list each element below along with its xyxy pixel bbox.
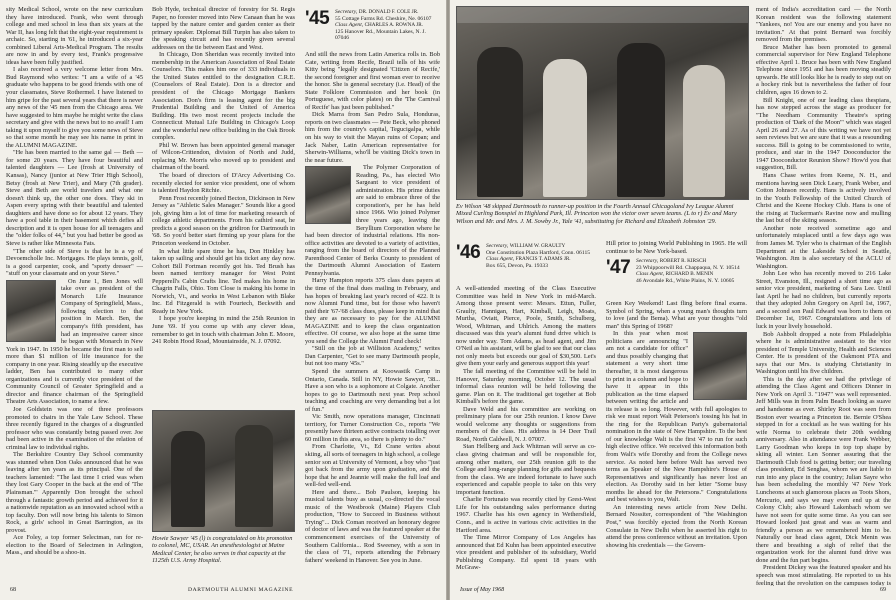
paragraph: In what little spare time he has, Don Hinkley has taken up sailing and should get his ticket any day now. Cohort Bill Fortman recently got his. Ted Brush has been named territory manager for West Point Pepperell's Cabin Crafts line. Ted makes his home in Chagrin Falls, Ohio. Tom Close is making his home in Norwich, Vt., and works in West Lebanon with Blake Inc. Ed Fitzgerald is with Fourtech, Beckwith and Ready in New York. [152, 247, 295, 315]
paragraph: Stan Hellberg and Jack Whitman will serve as co-class giving chairman and will be responsible for, among other matters, our 25th reunion gift to the College and long-range planning for gifts and bequests from the class. We are indeed fortunate to have such experienced and capable people to take on this very important function. [456, 443, 596, 496]
class-heading-47 [606, 257, 747, 297]
issue-date: Issue of May 1968 [460, 587, 505, 593]
agent-name: FRANCIS T. ADAMS JR. [515, 256, 571, 263]
photo-figure [477, 47, 523, 197]
secretary-label: Secretary, [335, 9, 358, 15]
class-officers [335, 9, 440, 42]
paragraph: In this year when most politicians are announcing "I am not a candidate for office" and thus possibly changing that statement a very short time thereafter, it is most dangerous to print in a column and hope to have it appear in this publication as the time elapsed between writing the article and its release is so long. However, with full apologies to risk we must report Walt Peterson's tossing his hat in the ring for the Republican Party's gubernatorial nomination in the state of New Hampshire. To the best of our knowledge Walt is the first '47 to run for such high elective office. We received this information both from Walt's wife Dorothy and from the College news service. As noted here before Walt has served two terms as Speaker of the New Hampshire's House of Representatives and significantly has never lost an election. As Dorothy said in her letter "Some busy months lie ahead for the Petersons." Congratulations and best wishes to you, Walt. [606, 330, 747, 504]
paragraph: Penn Frost recently joined Becton, Dickinson in New Jersey as "Athletic Sales Manager." Sounds like a good job, giving him a lot of time for marketing research of college athletic departments. From his cathird seat, he predicts a good season on the gridiron for Dartmouth in '68. So you'd better start firming up your plans for the Princeton weekend in October. [152, 194, 295, 247]
photo-howie-sawyer [152, 410, 295, 532]
agent-name: CHARLES A. ROWNA JR. [364, 22, 423, 29]
paragraph: Dick Marra from San Pedro Sula, Honduras, reports on two classmates — Pete Beck, who phoned him from the country's capital, Tegucigalpa, while on his way to visit the Mayan ruins of Copan; and Jack Naber, Latin American representative for Sherwin-Williams, who'll be visiting Dick's town in the near future. [305, 111, 440, 164]
column-6 [756, 6, 891, 586]
paragraph: sity Medical School, wrote on the new curriculum they have introduced. Frank, who went through college and med school in less than six years at the War II, has long felt that the eight-year requirement is archaic. So, starting in '61, he introduced a six-year combined Liberal Arts-Medical Program. The results are now in and by every test, Frank's progressive ideas have been fully justified. [6, 6, 143, 66]
photo-figure [617, 43, 665, 197]
photo-figure [235, 425, 273, 527]
paragraph: This is the day after we had the privilege of attending the Class Agent and Officers Dinner in New York on April 3. "1947" was well represented. Jeff Mills was in from Palm Beach looking as suave and handsome as ever. Shirley Root was seen from Boston ever wearing a Princeton tie. Bernie O'Shea stepped in for a cocktail as he was waiting for his wife Norma to celebrate their 20th wedding anniversary. Also in attendance were Frank Webber, Larry Goodman who keeps in top top shape by skiing all winter. Len Sonner assuring that the Dartmouth Club food is getting better; our traveling class president, Ed Senghas, whom we are liable to run into any place in the country; Julian Sayre who has been scheduling the monthly '47 New York Luncheons at such glamorous places as Toots Shors, Mercurio, and says we may even end up at the Colony Club; also Howard Lakenbach whom we have not seen for quite some time. As you can see Howard looked just great and was as warm and friendly a person as we remembered him to be. Naturally our head class agent, Dick Menin was there and breathing a sigh of relief that the organization work for the alumni fund drive was done and the fun part begins. [756, 375, 891, 564]
page-number: 68 [10, 587, 16, 593]
portrait-photo [6, 280, 56, 342]
class-heading-46 [456, 242, 596, 282]
column-2-text [152, 6, 295, 404]
paragraph: Here and there... Bob Paulson, keeping his musical talents busy as usual, co-directed the vocal music of the Westbrook (Maine) Players Club production, "How to Succeed in Business without Trying"... Dick Coman received an honorary degree of doctor of laws and was the featured speaker at the commencement exercises of the University of Southern California... Rod Sweeney, with a son in the class of '71, reports attending the February fathers' weekend in Hanover. See you in June. [305, 488, 440, 564]
paragraph: I also received a very welcome letter from Mrs. Bud Raymond who writes: "I am a wife of a '45 graduate who happens to be good friends with one of your classmates, Steve Rothermel. I have listened to him gripe for the past several years that there is never any news of the '45 men from the Chicago area. We have suggested to him maybe he might write the class secretary and give with the news but to no avail! I am taking it upon myself to give you some news of Steve so that some month he may see his name in print in the ALUMNI MAGAZINE. [6, 66, 143, 149]
paragraph: The Polymer Corporation of Reading, Pa., has elected Wio Sargeant to vice president of administration. His prime duties are said to embrace three of the corporation's, per he has held since 1966. Wio joined Polymer three years ago, leaving the Beryllium Corporation where he had been director of industrial relations. His non-office activities are devoted to a variety of activities, ranging from the board of directors of the Planned Parenthood Center of Berks County to president of the Dartmouth Alumni Association of Eastern Pennsylvania. [305, 164, 440, 277]
secretary-name: ROBERT R. KIRSCH [659, 258, 707, 265]
agent-name: RICHARD B. MENIN [665, 271, 714, 278]
agent-address: Box 655, Devon, Pa. 19333 [486, 262, 548, 269]
paragraph: President Dickey was the featured speaker and his speech was most stimulating. He reported to us his feeling that the revolution on the campuses today is [756, 564, 891, 586]
photo-curling-bonspiel [456, 6, 749, 200]
paragraph: ment of India's accreditation card — the North Korean resident was the following statement "Yankees, no! You are our enemy and you have no invitation." At that point Bernard was forcibly removed from the premises. [756, 6, 891, 44]
photo-caption: Ev Wilson '48 skipped Dartmouth to runner-up position in the Fourth Annual Chicagoland Ivy League Alumni Mixed Curling Bonspiel in Highland Park, Ill. Princeton won the victor over seven teams. (L to r) Ev and Mary Wilson and Mr. and Mrs. J. M. Sowby Jr., Yale '41, substituting for Richard and Elizabeth Johnston '29. [456, 203, 737, 225]
secretary-name: WILLIAM W. GRAULTY [509, 243, 566, 249]
column-3 [305, 6, 440, 586]
paragraph: Ace Foley, a top former Selectman, ran for re-election to the Board of Selectmen in Arlington, Mass., and should be a shoo-in. [6, 534, 143, 557]
paragraph: A well-attended meeting of the Class Executive Committee was held in New York in mid-March. Among those present were: Messrs. Ettun, Fuller, Graulty, Hannigan, Hart, Kimball, Leigh, Moats, Murtha, Oviatt, Pierce, Poole, Smith, Schulberg, Wood, Whitman, and Uhlrich. Among the matters discussed was this year's alumni fund drive which is now under way. Tom Adams, as head agent, and Jim O'Neil as his assistant, will be glad to see that our class not only meets but exceeds our goal of $30,500. Let's give them your early and generous support this year! [456, 285, 596, 368]
class-officers [636, 258, 747, 284]
secretary-label: Secretary, [486, 243, 509, 249]
paragraph: "He has been married to the same gal — Beth — for some 20 years. They have four beautiful and talented daughters — Lee (frosh at University of Kansas), Nancy (junior at New Trier High School), Betsy (frosh at New Trier), and Mary (7th grader). Steve and Beth are world travelers and what one doesn't think up, the other one does. They ski in Aspen every spring with their beautiful and talented daughters and have done so for about 12 years. They have a pool table in their basement which defies all description and it is open house for all teenagers and the "older folks of 44," but you had better be good as Steve is rather like Minnesota Fats. [6, 149, 143, 247]
photo-figure [683, 65, 725, 197]
agent-label: Class Agent, [636, 271, 665, 278]
class-number: '45 [305, 8, 330, 29]
paragraph: From Charlotte, Vt., Ed Crane writes about skiing, all sorts of teenagers in high school, a college senior son at University of Vermont, a boy who "just got back from the army upon graduation, and the hope that he and Jeannie will make the full loaf and well-fed well-end. [305, 443, 440, 489]
paragraph: John Lee who has recently moved to 216 Lake Street, Evanston, Ill., resigned a short time ago as senior vice president, marketing of Sara Lee. Until last April he had no children, but currently reports that they adopted John Gregory on April 1st, 1967, and a second son Paul Edward was born to them on December 1st, 1967. Congratulations and lots of luck in your lively household. [756, 270, 891, 330]
paragraph: Joe Goldstein was one of three professors promoted to chairs in the Yale Law School. These three recently figured in the charges of a disgruntled professor who was constantly being passed over. Joe had been active in the examination of the relation of criminal law to individual rights. [6, 405, 143, 451]
left-page [0, 0, 446, 600]
right-page [450, 0, 896, 600]
paragraph: The Berkshire Country Day School community was stunned when Don Oaks announced that he was leaving after ten years as its principal. One of the teachers lamented: "The last time I cried was when they lost Gary Cooper in the back at the end of 'The Plainsman.'" Apparently Don brought the school through a fantastic growth period and achieved for it a nationwide reputation as an innovated school with a top faculty. Don will now bring his talents to Simon Rock, a girls' school in Great Barrington, as its provost. [6, 451, 143, 534]
paragraph: Another note received sometime ago and unfortunately misplaced until a few days ago was from James M. Tyler who is chairman of the English Department at the Lakeside School in Seattle, Washington. Jim is also secretary of the ACLU of Washington. [756, 224, 891, 270]
photo-caption: Howie Sawyer '45 (l) is congratulated on his promotion to colonel, MC, USAR. An anesthesiologist at Maine Medical Center, he also serves in that capacity at the 1125th U.S. Army Hospital. [152, 535, 293, 565]
photo-banner [457, 7, 748, 23]
paragraph: Hans Chase writes from Keene, N. H., and mentions having seen Dick Leary, Frank Weber, and Cotton Johnson recently. Hans is actively involved in the Youth Fellowship of the United Church of Christ and the Keene Hockey Club. Hans is one of the rising at Tuckerman's Ravine now and mulling the last but of the skiing season. [756, 172, 891, 225]
paragraph: In Chicago, Don Sheridan was recently invited into membership in the American Association of Real Estate Counselors. This makes him one of 333 individuals in the United States entitled to the designation C.R.E. (Counselors of Real Estate). Don is a director and president of the Chicago Mortgage Bankers Association. Don's firm is leasing agent for the big Prudential Building and the United of America Building. His two most recent projects include the Connecticut Mutual Life Building in Chicago's Loop and the wonderful new office building in the Oak Brook complex. [152, 51, 295, 142]
paragraph: I hope you're keeping in mind the 25th Reunion in June '69. If you come up with any clever ideas, remember to get in touch with chairman John E. Moore, 241 Robin Hood Road, Mountainside, N. J. 07092. [152, 315, 295, 346]
class-number: '47 [606, 257, 631, 279]
paragraph: An interesting news article from New Delhi. Bernard Nossiter, correspondent of "the Washington Post," was forcibly ejected from the North Korean Consulate in New Delhi when he asserted his right to attend the press conference without an invitation. Upon showing his credentials — the Govern- [606, 503, 747, 549]
paragraph: Bruce Mather has been promoted to general commercial supervisor for New England Telephone effective April 1. Bruce has been with New England Telephone since 1951 and has been moving steadily upwards. He still looks like he is ready to step out on a hockey rink but is nevertheless the father of four children, ages 16 down to 2. [756, 43, 891, 97]
paragraph: Green Key Weekend! Last fling before final exams. Symbol of Spring, when a young man's thoughts turn to love (and the Bema). What are your thoughts "old man" this Spring of 1968? [606, 300, 747, 330]
paragraph: On June 1, Ben Jones will take over as president of the Monarch Life Insurance Company of Springfield, Mass., following election to that position in March. Ben, the company's fifth president, has had an impressive career since he began with Monarch in New York in 1947. In 1950 he became the first man to sell more than $1 million of life insurance for the company in one year. Rising steadily up the executive ladder, Ben has contributed to many other organizations and is currently vice president of the Community Council of Greater Springfield and a director and finance chairman of the Springfield Theatre Arts Association, to name a few. [6, 277, 143, 406]
paragraph: Phil W. Brown has been appointed general manager of Wilcon-Crittendon, division of North and Judd, replacing Mr. Morris who moved up to president and chairman of the board. [152, 141, 295, 172]
column-4 [456, 240, 596, 584]
portrait-photo [693, 332, 747, 400]
class-officers [486, 243, 596, 269]
page-number: 69 [880, 587, 886, 593]
photo-figure [171, 431, 205, 527]
paragraph: Hill prior to joining World Publishing in 1965. He will continue to be New York-based. [606, 240, 747, 255]
column-5 [606, 240, 747, 584]
secretary-label: Secretary, [636, 258, 659, 265]
secretary-address: 23 Whippoorwill Rd. Chappaqua, N. Y. 10514 [636, 264, 740, 271]
paragraph: Spend the summers at Koowastik Camp in Ontario, Canada. Still in NY, Howie Sawyer, '38... Have a son who is a sophomore at Colgate. Another hopes to go to Dartmouth next year. Prep school teaching and coaching are very demanding but a lot of fun." [305, 367, 440, 413]
agent-address: 125 Hanover Rd., Mountain Lakes, N. J. 07046 [335, 28, 426, 42]
class-number: '46 [456, 242, 481, 263]
agent-label: Class Agent, [486, 256, 515, 263]
class-heading-45 [305, 8, 440, 48]
paragraph: The board of directors of D'Arcy Advertising Co. recently elected for senior vice president, one of whom is talented Haydon Ritchie. [152, 172, 295, 195]
portrait-photo [305, 166, 351, 224]
paragraph: The Time Mirror Company of Los Angeles has announced that Ed Kuhn has been appointed executive vice president and publisher of its subsidiary, World Publishing Company. Ed spent 18 years with McGraw- [456, 534, 596, 572]
paragraph: "Still on the job at Williston Academy," writes Dan Carpenter, "Get to see many Dartmouth people, but not too many '45s." [305, 345, 440, 368]
paragraph: Dave Weld and his committee are working on preliminary plans for our 25th reunion. I know Dave would welcome any thoughts or suggestions from members of the class. His address is 14 Deer Trail Road, North Caldwell, N. J. 07007. [456, 405, 596, 443]
paragraph: Harry Hampton reports 375 class dues payers at the time of the final dues mailing in February, and has hopes of breaking last year's record of 422. It is now Alumni Fund time, but for those who haven't paid their '67-'68 class dues, please keep in mind that they are as necessary to pay for the ALUMNI MAGAZINE and to keep the class organization effective. Of course, we also hope at the same time you send the College the Alumni Fund check! [305, 277, 440, 345]
paragraph: The fall meeting of the Committee will be held in Hanover, Saturday morning, October 12. The usual informal class reunion will be held following the game. Plan on it. The traditional get together at Bob Kimball's before the game. [456, 368, 596, 406]
secretary-address: One Constitution Plaza Hartford, Conn. 06115 [486, 249, 591, 256]
magazine-name: DARTMOUTH ALUMNI MAGAZINE [188, 587, 294, 593]
paragraph: Bill Knight, one of our leading class thespians, has now stepped across the stage as producer for "The Needham Community Theatre's spring production of 'Dark of the Moon'" which was staged April 26 and 27. As of this writing we have not yet seen reviews but we are sure that it was a resounding success. Bill is going to be commissioned to write, produce, and star in the 1947 Dooconductor the 1947 Dooconductor Reunion Show? How'd you that suggestion, Bill. [756, 96, 891, 172]
column-2 [152, 6, 295, 586]
paragraph: Charlie Fortunato was recently cited by Grest-West Life for his outstanding sales performance during 1967. Charlie has his own agency in Wethersfield, Conn., and is active in various civic activities in the Hartford area. [456, 496, 596, 534]
agent-label: Class Agent, [335, 22, 364, 29]
column-1 [6, 6, 143, 586]
paragraph: Bob Ashbolt dropped a note from Philadelphia where he is administrative assistant to the vice president of Temple University, Health and Sciences Center. He is president of the Oakmont PTA and says that our Mrs. is studying Christianity in Washington until his five children. [756, 330, 891, 376]
agent-address: 46 Avondale Rd., White Plains, N. Y. 10605 [636, 277, 735, 284]
secretary-name: DR. DONALD F. COLE JR. [358, 9, 419, 15]
paragraph: "The other side of Steve is that he is a vp of Devoemcholle Inc. Mortgages. He plays tennis, golf, is a good carpenter, cook, and "sporty dresser" — "stuff on your classmate and on your Steve." [6, 247, 143, 278]
paragraph: Vic Smith, now operations manager, Cincinnati territory, for Turner Construction Co., reports "We presently have thirteen active contracts totalling over 60 million in this area, so there is plenty to do." [305, 413, 440, 443]
photo-figure [543, 59, 587, 197]
paragraph: And still the news from Latin America rolls in. Bob Cate, writing from Recife, Brazil tells of his wife Kitty being "legally designated 'Citizen of Recife,' the second foreigner and first woman ever to receive the honor. She is general secretary (i.e. Head) of the State Folklore Commission and her book (in Portuguese, with color plates) on the 'The Carnival of Recife' has just been published." [305, 51, 440, 111]
secretary-address: 55 Cottage Farms Rd. Cheshire, Ne. 06107 [335, 15, 432, 22]
paragraph: Bob Hyde, technical director of forestry for St. Regis Paper, no forester moved into New Canaan than he was tapped by the nature center and garden center as their primary speaker. Diplomat Bill Turpin has also taken to the speaking circuit and has recently given several addresses on the tie between East and West. [152, 6, 295, 51]
